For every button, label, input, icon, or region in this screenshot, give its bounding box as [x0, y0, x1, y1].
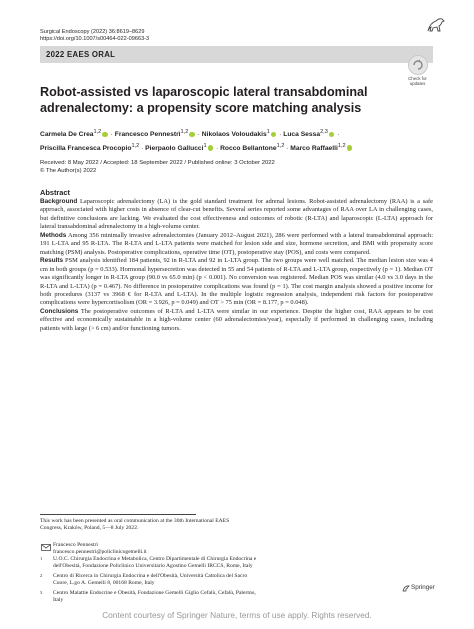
author-name: Nikolaos Voloudakis — [201, 131, 267, 139]
publication-history: Received: 8 May 2022 / Accepted: 18 September 2022 / Published online: 3 October 2022 — [40, 160, 275, 166]
author-name: Carmela De Crea — [40, 131, 94, 139]
abstract-body — [40, 198, 433, 333]
check-for-updates-button[interactable] — [400, 55, 435, 86]
journal-citation: Surgical Endoscopy (2022) 36:8619–8629 — [40, 29, 145, 35]
author-name: Marco Raffaelli — [290, 144, 338, 152]
presentation-note: This work has been presented as oral communication at the 30th International EAES Congress, Kraków, Poland, 5—8 July 2022. — [40, 518, 230, 532]
journal-doi: https://doi.org/10.1007/s00464-022-09663-3 — [40, 36, 150, 43]
springer-logo-icon — [402, 584, 410, 592]
author-name: Francesco Pennestrì — [114, 131, 181, 139]
check-updates-icon — [408, 55, 428, 75]
author-line-2: Priscilla Francesca Procopio$^{1,2}$ · Pierpaolo Gallucci$^1$ · Rocco Bellantone$^{1,2}$ · Marco Raffaelli$^{1,2}$ — [40, 141, 432, 155]
author-name: Pierpaolo Gallucci — [145, 144, 204, 152]
affiliation-2: 2 Centro di Ricerca in Chirurgia Endocrina e dell'Obesità, Università Cattolica del Sacro Cuore, L.go A. Gemelli 8, 00168 Rome, Italy — [40, 573, 248, 587]
copyright-line: © The Author(s) 2022 — [40, 167, 97, 174]
session-banner — [40, 46, 433, 63]
orcid-icon[interactable] — [208, 145, 214, 151]
abstract-conclusions: Conclusions The postoperative outcomes of R-LTA and L-LTA were similar in our experience. Despite the higher cost, RAA appears to be cost effective and economically sustainable in a high-volume center (60 adrenalectomies/year), especially if performed in challenging cases, including patients with large (> 6 cm) and/or functioning tumors. — [40, 307, 433, 332]
affiliation-3: 3 Centro Malattie Endocrine e Obesità, Fondazione Gemelli Giglio Cefalù, Cefalù, Palermo, Italy — [40, 590, 256, 604]
author-name: Priscilla Francesca Procopio — [40, 144, 132, 152]
abstract-heading: Abstract — [40, 188, 70, 197]
springer-horse-logo — [424, 15, 448, 35]
corresponding-email[interactable]: francesco.pennestri@policlinicogemelli.it — [53, 549, 147, 556]
envelope-icon — [41, 544, 51, 551]
footnote-divider — [40, 514, 196, 515]
article-title: Robot-assisted vs laparoscopic lateral transabdominal adrenalectomy: a propensity score matching analysis — [40, 85, 368, 115]
orcid-icon[interactable] — [347, 145, 353, 151]
author-list — [40, 127, 432, 154]
author-name: Luca Sessa — [283, 131, 321, 139]
abstract-results: Results PSM analysis identified 184 patients, 92 in R-LTA and 92 in L-LTA group. The two groups were well matched. The median lesion size was 4 cm in both groups (p = 0.533). Hormonal hypersecretion was detected in 55 and 54 patients of R-LTA and L-LTA group, respectively (p = 1). Median OT was significantly longer in R-LTA group (90.0 vs 65.0 min) (p < 0.001). No conversion was registered. Median POS was similar (4.0 vs 3.0 days in the R-LTA and L-LTA) (p = 0.467). No difference in postoperative complications was found (p = 1). The cost margin analysis showed a positive income for both procedures (3137 vs 3968 € for R-LTA and L-LTA). In the multiple logistic regression analysis, independent risk factors for postoperative complications were hypercortisolism (OR = 3.926, p = 0.049) and OT > 75 min (OR = 8.177, p = 0.048). — [40, 257, 433, 307]
corresponding-name: Francesco Pennestrì — [53, 542, 98, 548]
orcid-icon[interactable] — [102, 132, 108, 138]
journal-header — [40, 29, 149, 44]
session-banner-label: 2022 EAES ORAL — [46, 49, 116, 59]
page-footer: Content courtesy of Springer Nature, terms of use apply. Rights reserved. — [102, 610, 372, 620]
check-updates-label: Check for updates — [408, 76, 427, 86]
orcid-icon[interactable] — [329, 132, 335, 138]
orcid-icon[interactable] — [271, 132, 277, 138]
abstract-methods: Methods Among 356 minimally invasive adrenalectomies (January 2012–August 2021), 286 were performed with a lateral transabdominal approach: 191 L-LTA and 95 R-LTA. The R-LTA and L-LTA patients were matched for lesion side and size, hormone secretion, and BMI with propensity score matching (PSM) analysis. Postoperative complications, operative time (OT), postoperative stay (POS), and costs were compared. — [40, 231, 433, 256]
author-name: Rocco Bellantone — [220, 144, 277, 152]
publisher-name: Springer — [411, 584, 435, 591]
orcid-icon[interactable] — [189, 132, 195, 138]
abstract-background: Background Laparoscopic adrenalectomy (LA) is the gold standard treatment for adrenal lesions. Robot-assisted adrenalectomy (RAA) is a safe approach, associated with higher costs in absence of clear-cut benefits. Several series reported some advantages of RAA over LA in challenging cases, but definitive conclusions are lacking. We evaluated the cost effectiveness and outcomes of robotic (R-LTA) and laparoscopic (L-LTA) approach for lateral transabdominal adrenalectomy in a high-volume center. — [40, 198, 433, 231]
author-line-1: Carmela De Crea$^{1,2}$ · Francesco Pennestrì$^{1,2}$ · Nikolaos Voloudakis$^1$ · Luca Sessa$^{2,3}$ · — [40, 129, 340, 139]
affiliation-1: 1 U.O.C. Chirurgia Endocrina e Metabolica, Centro Dipartimentale di Chirurgia Endocrina e dell'Obesità, Fondazione Policlinico Universitario Agostino Gemelli IRCCS, Rome, Italy — [40, 556, 257, 570]
article-dates — [40, 160, 432, 175]
corresponding-author — [53, 542, 253, 556]
